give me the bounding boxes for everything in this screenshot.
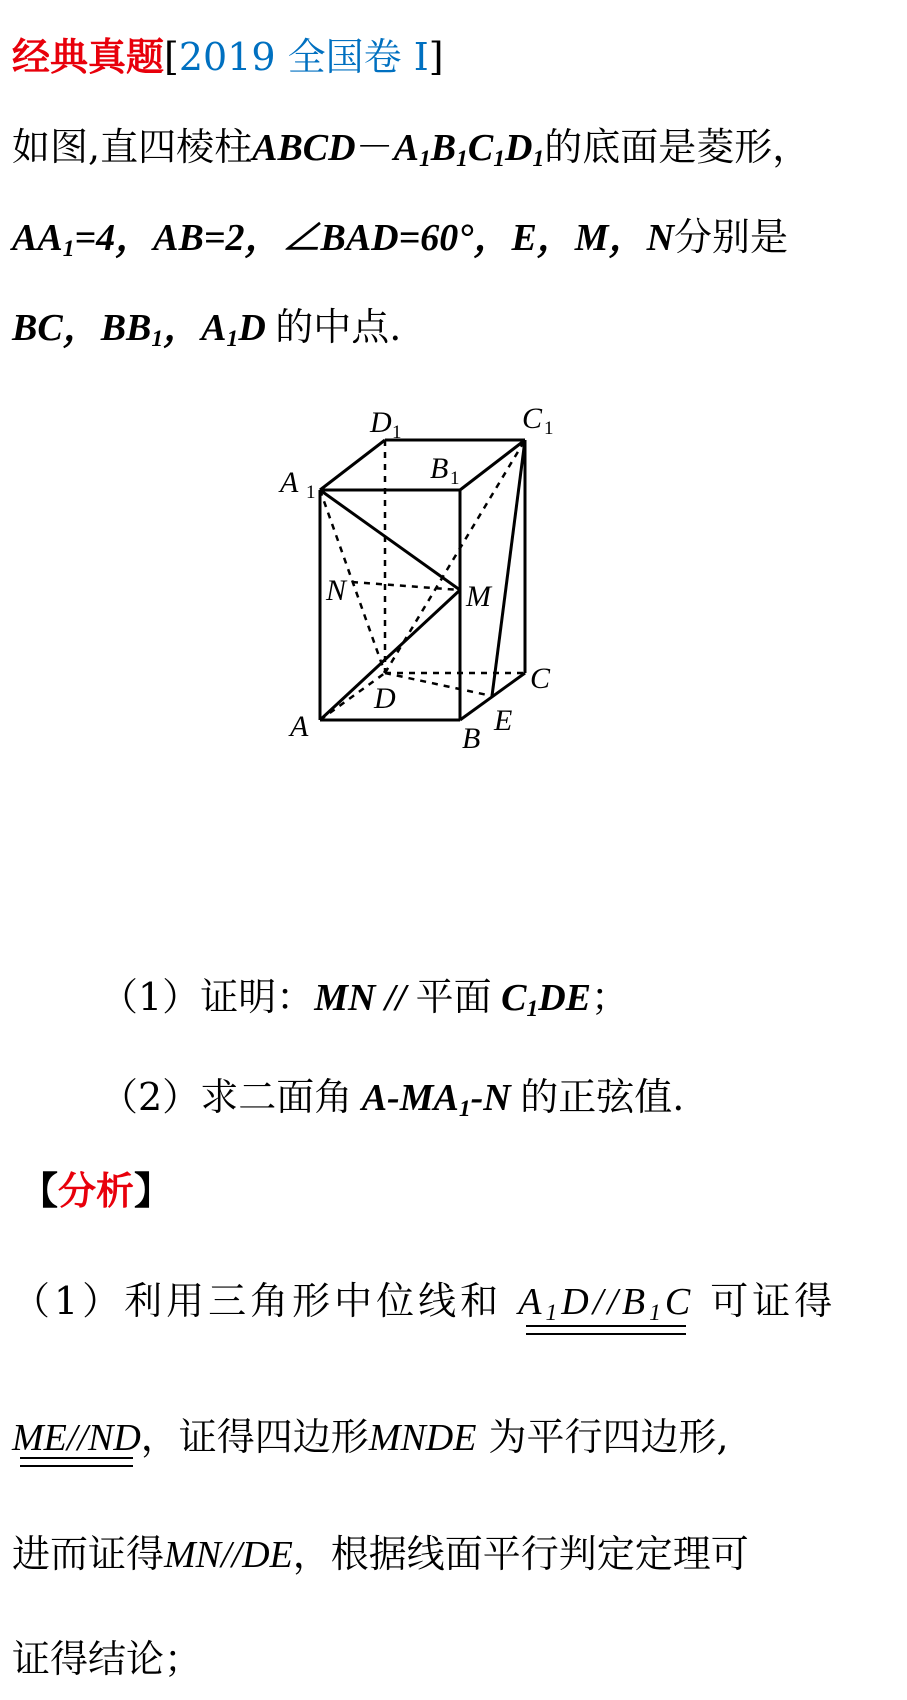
analysis-line-4: [12, 1637, 203, 1681]
problem-line-1: [12, 125, 811, 172]
q-text: 求二面角: [200, 1075, 353, 1119]
analysis-line-1: [12, 1279, 837, 1326]
condition: $AA_1=4$，AB=2，∠BAD=60°，E，M，N: [12, 217, 675, 262]
sub: 1: [306, 482, 316, 503]
label-d: D: [374, 682, 396, 715]
solid-name-top: $A_1B_1C_1D_1$: [393, 127, 545, 172]
label-c: C: [530, 662, 551, 695]
analysis-text: ，证得四边形: [140, 1415, 369, 1459]
q1-plane: $C_1DE$: [491, 977, 592, 1022]
bracket: 】: [134, 1169, 173, 1213]
q-text: 平面: [415, 975, 492, 1019]
label-m: M: [466, 580, 491, 613]
question-2: [100, 1075, 685, 1122]
label-a1: A: [280, 466, 299, 499]
problem-line-2: [12, 215, 789, 262]
sub: 1: [544, 418, 554, 439]
expr-me-nd: ME//ND: [12, 1417, 141, 1459]
label-c1: C: [522, 402, 543, 435]
header-source: 2019 全国卷 Ⅰ: [178, 35, 429, 79]
sub: 1: [450, 468, 460, 489]
analysis-line-2: [12, 1415, 729, 1459]
label-b1: B: [430, 452, 449, 485]
label-e: E: [494, 704, 513, 737]
header-title: 经典真题: [12, 35, 165, 79]
label-n: N: [326, 574, 347, 607]
dash: －: [355, 125, 394, 169]
analysis-text: 为平行四边形,: [488, 1415, 729, 1459]
points: BC，$BB_1$，$A_1D$: [12, 307, 276, 352]
problem-text: 如图,直四棱柱: [12, 125, 253, 169]
label-b: B: [462, 722, 481, 755]
bracket-open: [: [164, 35, 179, 79]
q-num: （1）: [100, 975, 201, 1019]
bracket: 【: [20, 1169, 59, 1213]
q-text: 证明：: [200, 975, 315, 1019]
analysis-title: 分析: [58, 1169, 135, 1213]
problem-line-3: [12, 305, 402, 352]
q-text: ；: [591, 975, 630, 1019]
analysis-text: 可证得: [710, 1279, 837, 1323]
analysis-heading: [20, 1169, 173, 1213]
analysis-text: 证得结论；: [12, 1637, 203, 1681]
problem-text: 的中点.: [275, 305, 402, 349]
expr-mn-de: MN//DE: [164, 1534, 293, 1576]
label-a: A: [290, 710, 309, 743]
analysis-text: ，根据线面平行判定定理可: [292, 1532, 749, 1576]
bracket-close: ]: [428, 35, 444, 79]
analysis-text: 进而证得: [12, 1532, 165, 1576]
analysis-line-3: [12, 1532, 749, 1576]
label-d1: D: [370, 406, 392, 439]
expr-mnde: MNDE: [368, 1417, 477, 1459]
q-text: 的正弦值.: [520, 1075, 685, 1119]
q-num: （2）: [100, 1075, 201, 1119]
q1-expr: MN //: [314, 977, 416, 1019]
prism-figure: [280, 402, 630, 830]
solid-name: ABCD: [252, 127, 356, 169]
question-1: [100, 975, 630, 1022]
header: [12, 35, 444, 79]
q2-expr: $A-MA_1-N$: [352, 1077, 521, 1122]
problem-text: 分别是: [674, 215, 789, 259]
expr-a1d-bc: $A_1D//B_1C$: [518, 1281, 695, 1326]
analysis-text: （1）利用三角形中位线和: [12, 1279, 503, 1323]
problem-text: 的底面是菱形，: [544, 125, 811, 169]
sub: 1: [392, 422, 402, 443]
